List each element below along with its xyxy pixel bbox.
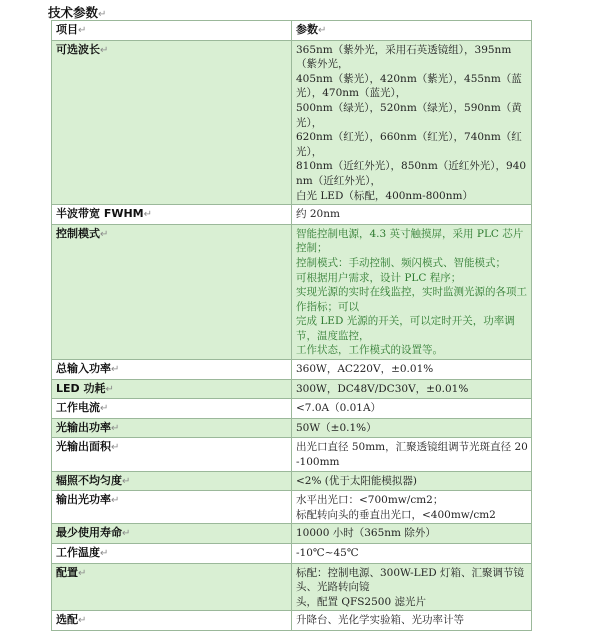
row-value-cell — [292, 224, 532, 359]
row-value-line: 810nm（近红外光），850nm（近红外光），940nm（近红外光）， — [296, 160, 527, 187]
row-value-line: 升降台、光化学实验箱、光功率计等 — [296, 614, 464, 627]
spec-table — [51, 20, 532, 631]
row-value-line: 500nm（绿光），520nm（绿光），590nm（黄光）， — [296, 101, 522, 129]
row-value-line: 出光口直径 50mm，汇聚透镜组调节光斑直径 20-100mm — [296, 441, 528, 469]
row-key-label: 工作温度 — [56, 546, 100, 559]
row-value-cell — [292, 563, 532, 611]
row-key-cell — [52, 205, 292, 225]
row-key-cell — [52, 471, 292, 491]
table-row — [52, 40, 532, 205]
row-value-line: 约 20nm — [296, 208, 340, 221]
cell-mark-icon: ↵ — [111, 442, 120, 454]
row-value-line: -10℃~45℃ — [296, 547, 359, 559]
cell-mark-icon: ↵ — [105, 383, 114, 395]
header-item-label: 项目 — [56, 23, 78, 36]
row-key-cell — [52, 360, 292, 380]
row-key-label: 工作电流 — [56, 401, 100, 415]
table-row — [52, 611, 532, 631]
row-key-label: 光输出面积 — [56, 440, 111, 454]
row-key-cell — [52, 438, 292, 471]
row-value-cell — [292, 611, 532, 631]
row-value-cell — [292, 491, 532, 524]
row-value-cell — [292, 438, 532, 471]
cell-mark-icon: ↵ — [122, 528, 131, 540]
row-value-line: 水平出光口：<700mw/cm2； — [296, 494, 444, 507]
row-key-cell — [52, 524, 292, 544]
table-row — [52, 563, 532, 611]
row-value-line: 白光 LED（标配，400nm-800nm） — [296, 189, 473, 202]
row-value-cell — [292, 399, 532, 419]
table-row — [52, 379, 532, 399]
row-value-line: 405nm（紫光），420nm（紫光），455nm（蓝光），470nm（蓝光）， — [296, 72, 522, 100]
row-value-line: 可根据用户需求，设计 PLC 程序； — [296, 271, 462, 284]
row-value-cell — [292, 360, 532, 380]
header-cell-param — [292, 21, 532, 41]
table-row — [52, 205, 532, 225]
document-title — [48, 3, 106, 21]
cell-mark-icon: ↵ — [318, 25, 327, 36]
table-row — [52, 438, 532, 471]
row-key-label: 可选波长 — [56, 42, 100, 56]
row-key-label: 控制模式 — [56, 226, 100, 240]
row-value-line: 620nm（红光），660nm（红光），740nm（红光）， — [296, 131, 522, 158]
row-value-line: 50W（±0.1%） — [296, 421, 377, 434]
row-value-cell — [292, 524, 532, 544]
row-value-line: 300W，DC48V/DC30V，±0.01% — [296, 382, 469, 395]
row-key-label: 最少使用寿命 — [56, 526, 122, 540]
row-value-line: <7.0A（0.01A） — [296, 402, 382, 415]
row-key-label: LED 功耗 — [56, 381, 106, 395]
cell-mark-icon: ↵ — [100, 548, 109, 559]
header-param-label: 参数 — [296, 23, 318, 36]
cell-mark-icon: ↵ — [78, 615, 87, 627]
row-key-cell — [52, 399, 292, 419]
table-row — [52, 471, 532, 491]
row-value-line: 10000 小时（365nm 除外） — [296, 527, 436, 540]
row-key-cell — [52, 418, 292, 438]
row-value-line: 实现光源的实时在线监控，实时监测光源的各项工作指标；可以 — [296, 286, 527, 313]
cell-mark-icon: ↵ — [111, 422, 120, 434]
row-key-label: 配置 — [56, 565, 78, 579]
cell-mark-icon: ↵ — [111, 364, 120, 376]
row-value-line: 360W，AC220V，±0.01% — [296, 363, 434, 376]
row-value-line: 控制模式：手动控制、频闪模式、智能模式； — [296, 256, 506, 269]
row-key-cell — [52, 611, 292, 631]
cell-mark-icon: ↵ — [78, 567, 87, 579]
row-value-cell — [292, 418, 532, 438]
row-key-cell — [52, 563, 292, 611]
cell-mark-icon: ↵ — [100, 403, 109, 415]
cell-mark-icon: ↵ — [122, 475, 131, 487]
row-value-cell — [292, 40, 532, 205]
cell-mark-icon: ↵ — [143, 209, 153, 221]
table-row — [52, 418, 532, 438]
row-value-cell — [292, 379, 532, 399]
row-value-line: 智能控制电源，4.3 英寸触摸屏，采用 PLC 芯片控制； — [296, 227, 524, 255]
row-key-label: 总输入功率 — [56, 362, 111, 376]
cell-mark-icon: ↵ — [78, 25, 87, 36]
row-value-cell — [292, 544, 532, 564]
row-key-label: 选配 — [56, 613, 78, 627]
row-key-label: 输出光功率 — [56, 493, 111, 507]
document-title-text: 技术参数 — [48, 5, 99, 20]
table-row — [52, 524, 532, 544]
row-value-cell — [292, 471, 532, 491]
table-row — [52, 360, 532, 380]
row-key-cell — [52, 491, 292, 524]
table-row — [52, 544, 532, 564]
table-row — [52, 399, 532, 419]
cell-mark-icon: ↵ — [100, 44, 109, 56]
row-value-line: 头，配置 QFS2500 滤光片 — [296, 595, 426, 608]
row-value-cell — [292, 205, 532, 225]
row-value-line: 标配转向头的垂直出光口，<400mw/cm2 — [296, 508, 496, 521]
row-key-label: 辐照不均匀度 — [56, 473, 122, 487]
row-value-line: 工作状态，工作模式的设置等。 — [296, 344, 443, 357]
row-value-line: 365nm（紫外光，采用石英透镜组），395nm（紫外光， — [296, 43, 512, 71]
table-header-row — [52, 21, 532, 41]
row-key-label: 半波带宽 FWHM — [56, 207, 144, 221]
header-cell-item — [52, 21, 292, 41]
row-value-line: 标配：控制电源、300W-LED 灯箱、汇聚调节镜头、光路转向镜 — [296, 566, 525, 594]
row-value-line: <2% (优于太阳能模拟器) — [296, 474, 417, 487]
cell-mark-icon: ↵ — [100, 228, 109, 240]
row-key-cell — [52, 379, 292, 399]
row-key-cell — [52, 40, 292, 205]
row-value-line: 完成 LED 光源的开关，可以定时开关，功率调节，温度监控， — [296, 315, 515, 342]
cell-mark-icon: ↵ — [111, 495, 120, 507]
table-row — [52, 491, 532, 524]
row-key-cell — [52, 224, 292, 359]
table-row — [52, 224, 532, 359]
spec-table-body — [52, 21, 532, 631]
row-key-label: 光输出功率 — [56, 420, 111, 434]
paragraph-mark-icon: ↵ — [98, 9, 107, 20]
row-key-cell — [52, 544, 292, 564]
